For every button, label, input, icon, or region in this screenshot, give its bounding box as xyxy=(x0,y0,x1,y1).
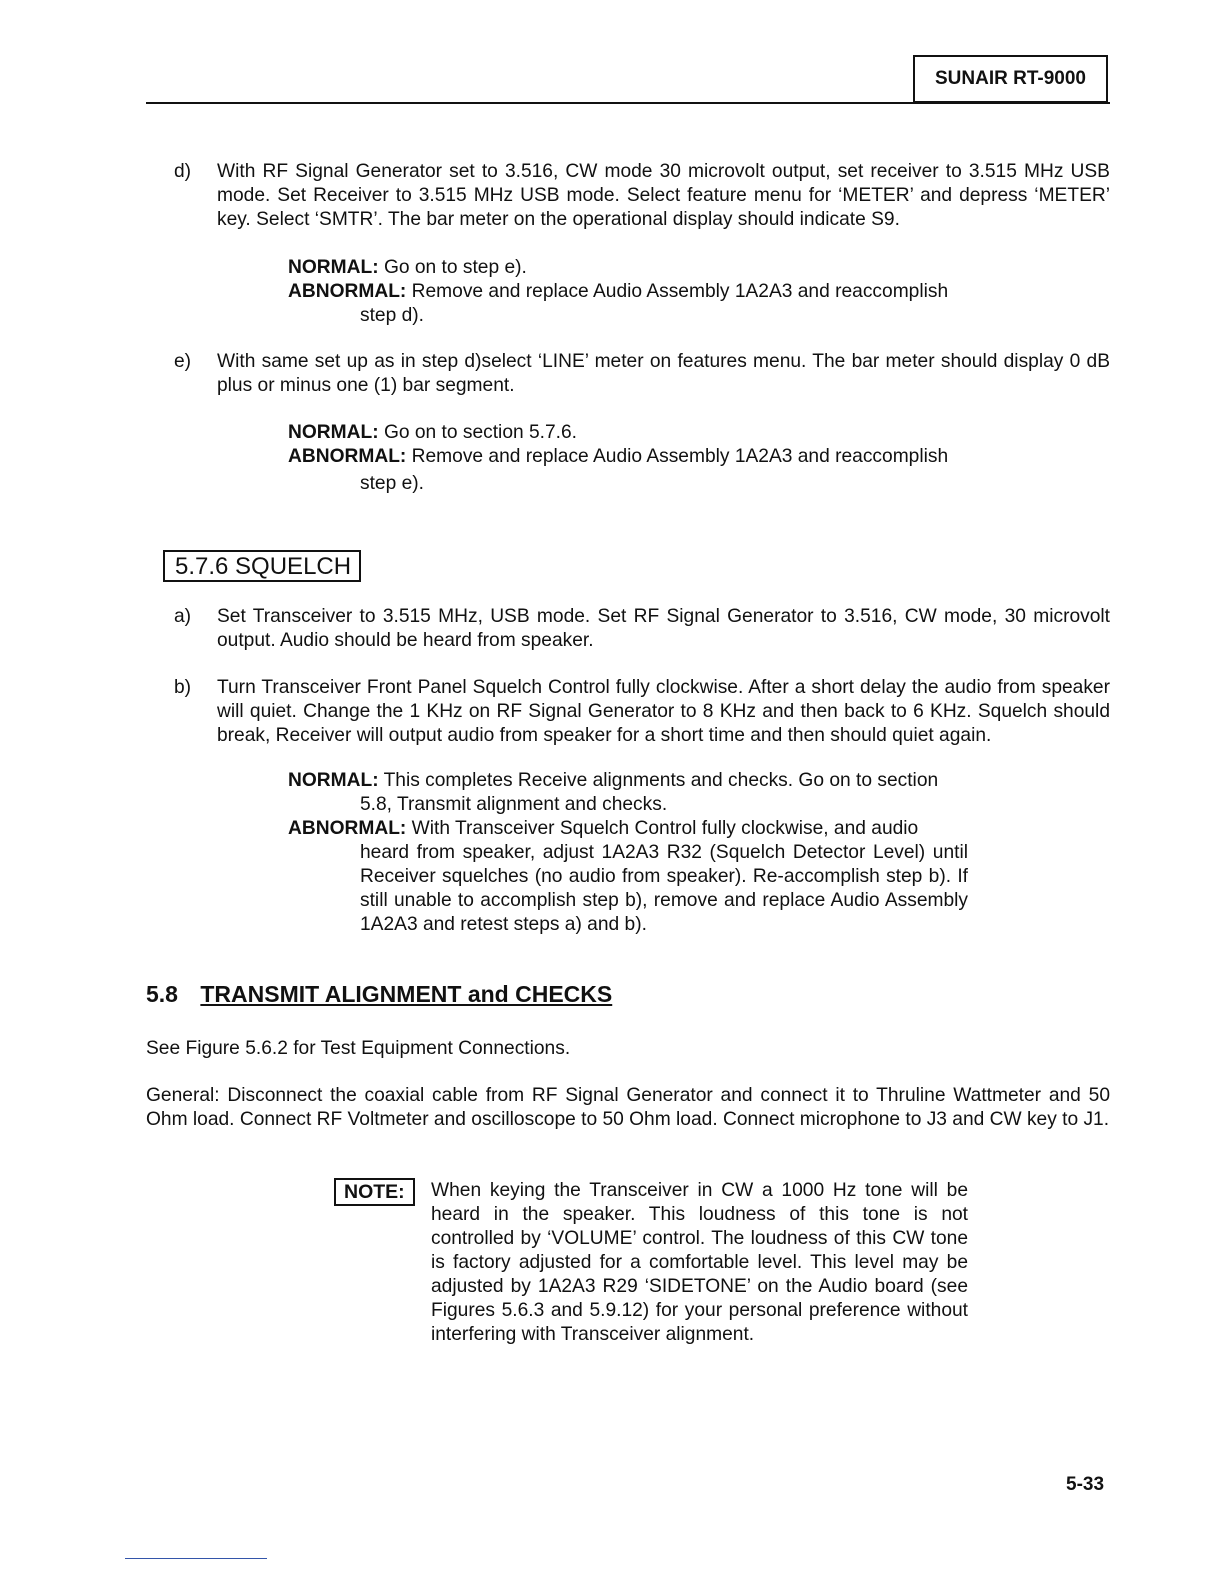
squelch-step-b xyxy=(174,676,1110,748)
footer-divider xyxy=(125,1558,267,1559)
note-text: When keying the Transceiver in CW a 1000 Hz tone will be heard in the speaker. This loudness of this tone is not controlled by ‘VOLUME’ control. The loudness of this CW tone is factory adjusted for a comfortable level. This level may be adjusted by 1A2A3 R29 ‘SIDETONE’ on the Audio board (see Figures 5.6.3 and 5.9.12) for your personal preference without interfering with Transceiver alignment. xyxy=(431,1180,968,1345)
normal-text: Go on to step e). xyxy=(383,257,527,278)
step-label: e) xyxy=(174,351,192,372)
abnormal-result xyxy=(288,445,968,469)
step-label: d) xyxy=(174,161,192,182)
abnormal-result xyxy=(288,280,968,304)
abnormal-label: ABNORMAL: xyxy=(288,446,407,467)
abnormal-label: ABNORMAL: xyxy=(288,281,407,302)
step-d-results xyxy=(288,256,968,328)
note-label: NOTE: xyxy=(344,1181,405,1203)
step-label: a) xyxy=(174,606,192,627)
step-e-results xyxy=(288,421,968,496)
step-d xyxy=(174,160,1110,232)
document-title: SUNAIR RT-9000 xyxy=(935,68,1086,89)
abnormal-continuation: step d). xyxy=(360,305,424,326)
normal-result xyxy=(288,769,968,793)
note-label-box xyxy=(334,1178,415,1206)
page-number: 5-33 xyxy=(1066,1474,1105,1495)
abnormal-text: Remove and replace Audio Assembly 1A2A3 and reaccomplish xyxy=(411,281,949,302)
normal-continuation: 5.8, Transmit alignment and checks. xyxy=(360,794,668,815)
figure-reference: See Figure 5.6.2 for Test Equipment Connections. xyxy=(146,1038,571,1059)
step-text: Turn Transceiver Front Panel Squelch Control fully clockwise. After a short delay the audio from speaker will quiet. Change the 1 KHz on RF Signal Generator to 8 KHz and then back to 6 KHz. Squelch should break, Receiver will output audio from speaker for a short time and then should quiet again. xyxy=(217,677,1110,746)
normal-label: NORMAL: xyxy=(288,770,379,791)
abnormal-text: Remove and replace Audio Assembly 1A2A3 and reaccomplish xyxy=(411,446,949,467)
normal-result xyxy=(288,256,968,280)
abnormal-text: With Transceiver Squelch Control fully clockwise, and audio xyxy=(411,818,919,839)
section-heading-squelch xyxy=(163,550,361,582)
squelch-step-a xyxy=(174,605,1110,653)
normal-text: This completes Receive alignments and checks. Go on to section xyxy=(383,770,939,791)
abnormal-label: ABNORMAL: xyxy=(288,818,407,839)
section-heading-transmit xyxy=(146,979,612,1009)
step-text: With RF Signal Generator set to 3.516, CW mode 30 microvolt output, set receiver to 3.515 MHz USB mode. Set Receiver to 3.515 MHz USB mode. Select feature menu for ‘METER’ and depress ‘METER’ key. Select ‘SMTR’. The bar meter on the operational display should indicate S9. xyxy=(217,161,1110,230)
abnormal-continuation: heard from speaker, adjust 1A2A3 R32 (Squelch Detector Level) until Receiver squelches (no audio from speaker). Re-accomplish step b). If still unable to accomplish step b), remove and replace Audio Assembly 1A2A3 and retest steps a) and b). xyxy=(360,842,968,935)
step-e xyxy=(174,350,1110,398)
section-number: 5.8 xyxy=(146,981,178,1007)
normal-text: Go on to section 5.7.6. xyxy=(383,422,578,443)
normal-label: NORMAL: xyxy=(288,257,379,278)
squelch-results xyxy=(288,769,968,937)
section-heading-text: 5.7.6 SQUELCH xyxy=(175,553,352,580)
general-instructions: General: Disconnect the coaxial cable from RF Signal Generator and connect it to Thruline Wattmeter and 50 Ohm load. Connect RF Voltmeter and oscilloscope to 50 Ohm load. Connect microphone to J3 and CW key to J1. xyxy=(146,1085,1110,1130)
header-divider xyxy=(146,102,1110,104)
step-text: Set Transceiver to 3.515 MHz, USB mode. Set RF Signal Generator to 3.516, CW mode, 30 microvolt output. Audio should be heard from speaker. xyxy=(217,606,1110,651)
abnormal-result xyxy=(288,817,968,841)
normal-label: NORMAL: xyxy=(288,422,379,443)
section-title: TRANSMIT ALIGNMENT and CHECKS xyxy=(200,981,613,1007)
step-label: b) xyxy=(174,677,192,698)
abnormal-continuation: step e). xyxy=(360,473,424,494)
normal-result xyxy=(288,421,968,445)
step-text: With same set up as in step d)select ‘LINE’ meter on features menu. The bar meter should display 0 dB plus or minus one (1) bar segment. xyxy=(217,351,1110,396)
document-title-box xyxy=(913,55,1108,103)
